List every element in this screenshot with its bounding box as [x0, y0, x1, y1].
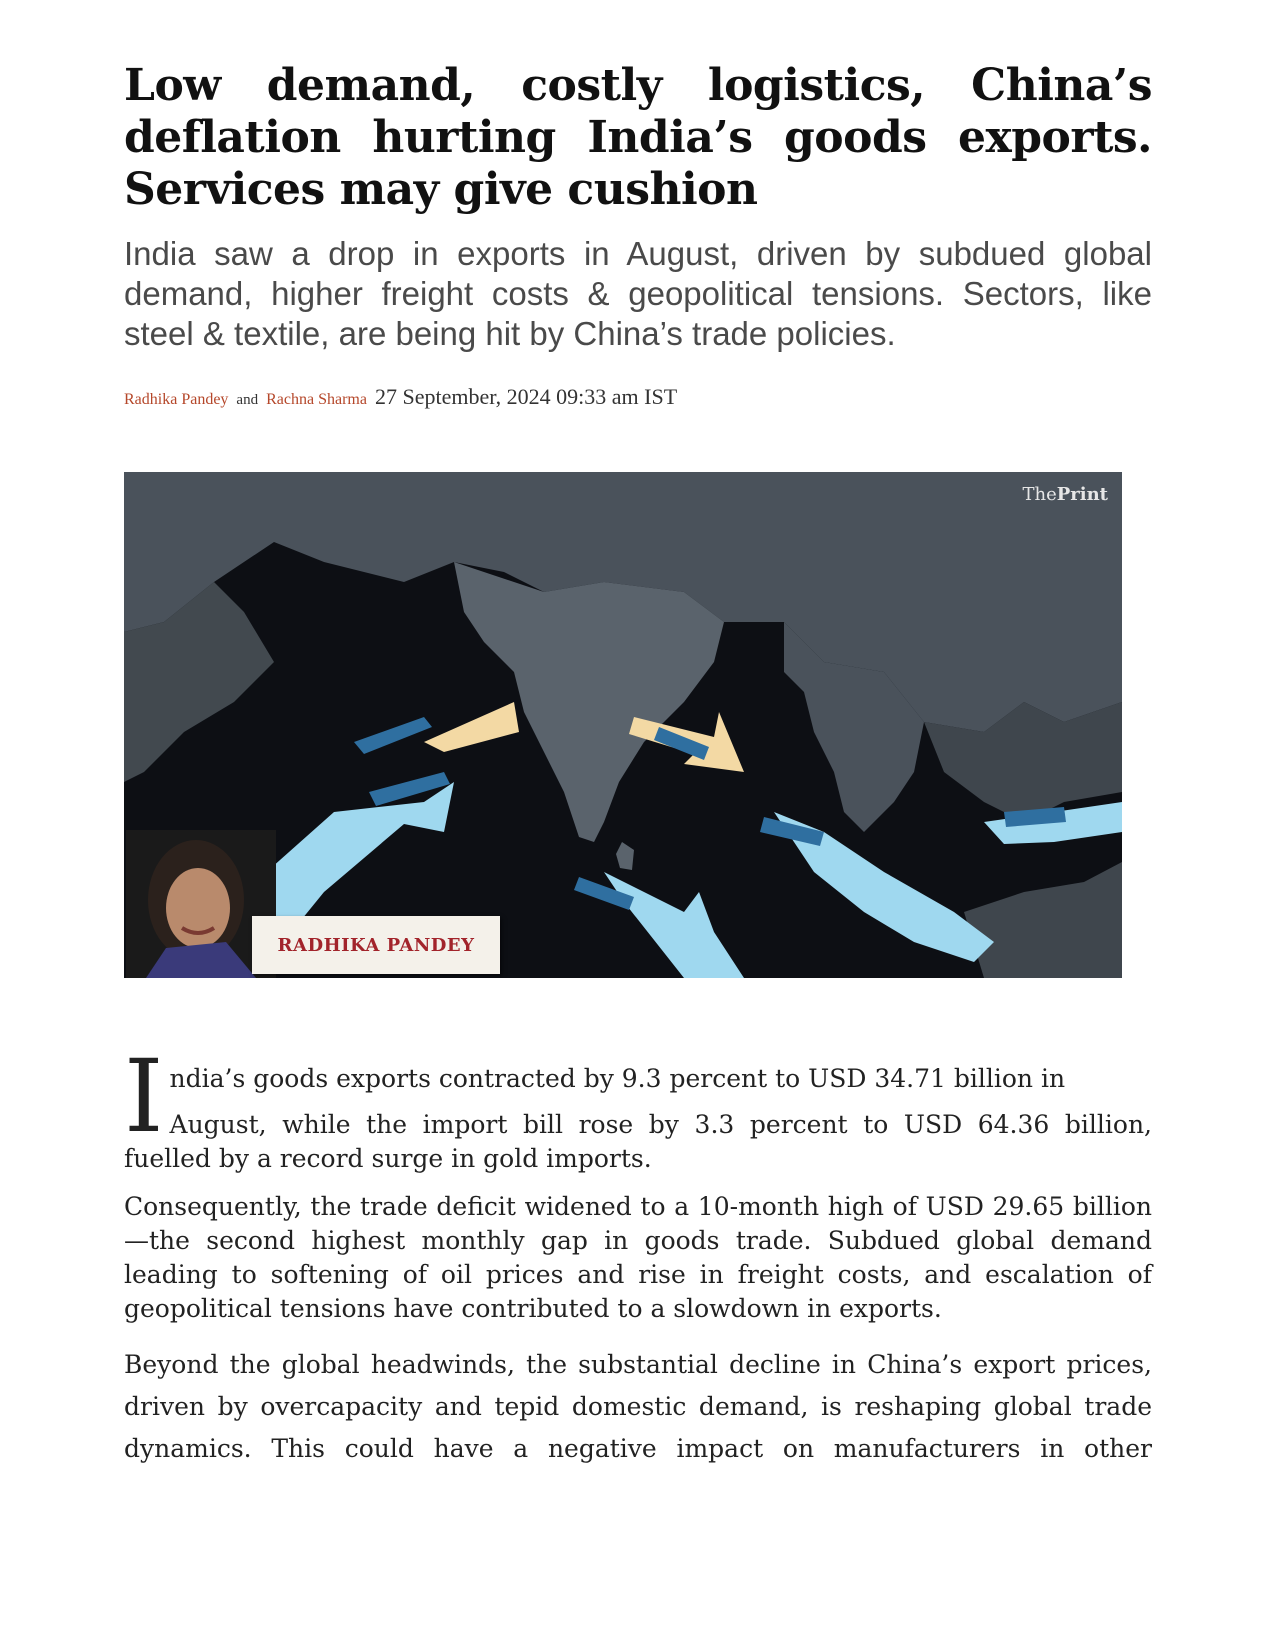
- name-card-text: RADHIKA PANDEY: [277, 934, 475, 956]
- paragraph-2: Consequently, the trade deficit widened to a 10-month high of USD 29.65 billion—the second highest monthly gap in goods trade. Subdued global demand leading to softening of oil prices and rise in freight costs, and escalation of geopolitical tensions have contributed to a slowdown in exports.: [124, 1192, 1152, 1323]
- paragraph-1-rest: August, while the import bill rose by 3.3 percent to USD 64.36 billion, fuelled by a record surge in gold imports.: [124, 1110, 1152, 1173]
- article-headline: Low demand, costly logistics, China’s deflation hurting India’s goods exports. Services may give cushion: [124, 60, 1152, 215]
- publish-date: 27 September, 2024 09:33 am IST: [374, 384, 678, 409]
- author-link-1[interactable]: Radhika Pandey: [124, 391, 229, 408]
- article: [124, 60, 1152, 1463]
- hero-image: [124, 472, 1122, 978]
- byline: [124, 384, 1152, 410]
- brand-watermark: ThePrint: [1022, 484, 1108, 505]
- article-subhead: India saw a drop in exports in August, driven by subdued global demand, higher freight costs & geopolitical tensions. Sectors, like steel & textile, are being hit by China’s trade policies.: [124, 235, 1152, 352]
- author-name-card: [252, 916, 500, 974]
- author-joiner: and: [236, 392, 259, 408]
- article-body: [124, 1038, 1152, 1470]
- paragraph-3: Beyond the global headwinds, the substantial decline in China’s export prices, driven by overcapacity and tepid domestic demand, is reshaping global trade dynamics. This could have a negative impact on manufacturers in other: [124, 1350, 1152, 1463]
- paragraph-1-first-line: India’s goods exports contracted by 9.3 percent to USD 34.71 billion in: [124, 1038, 1066, 1155]
- author-link-2[interactable]: Rachna Sharma: [266, 391, 367, 408]
- drop-cap: I: [124, 1038, 164, 1155]
